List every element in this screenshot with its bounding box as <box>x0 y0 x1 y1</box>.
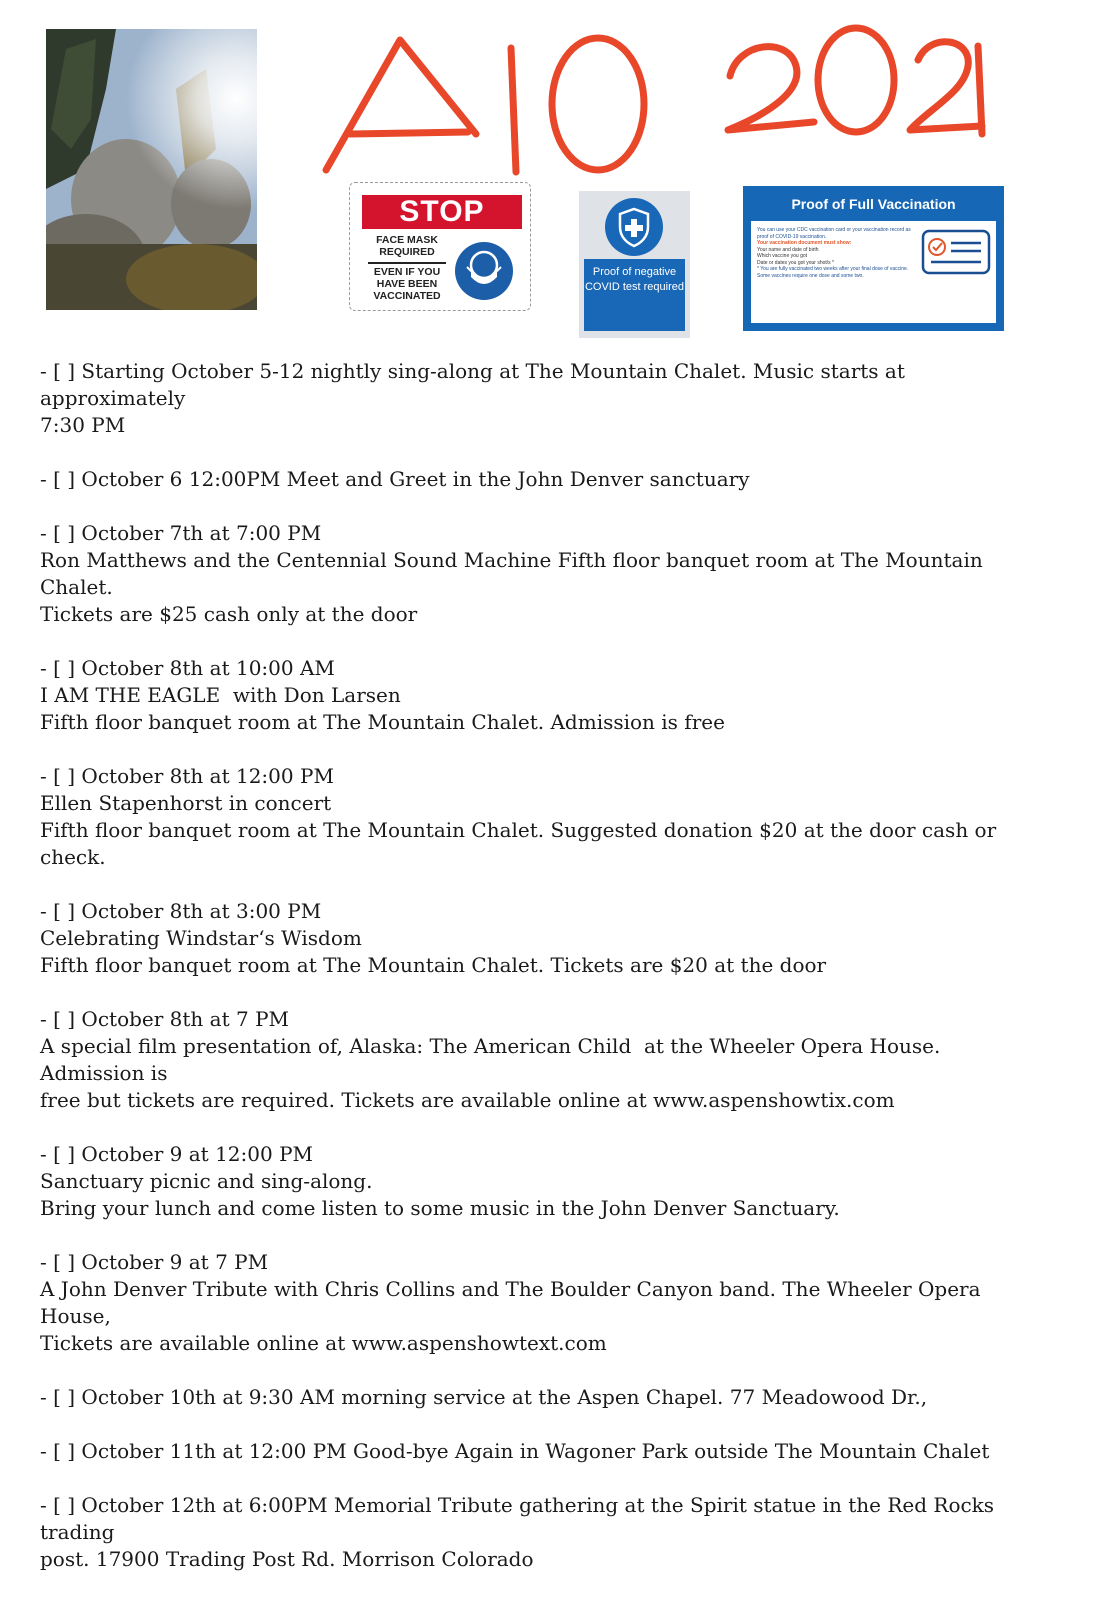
event-line: - [ ] October 8th at 7 PM <box>40 1007 290 1031</box>
vaccination-item: Which vaccine you got <box>757 253 808 259</box>
event-line: Fifth floor banquet room at The Mountain Chalet. Admission is free <box>40 710 725 734</box>
mask-required-text: FACE MASK REQUIRED <box>376 234 438 258</box>
vaccination-item: Your name and date of birth <box>757 246 819 253</box>
event-line: Fifth floor banquet room at The Mountain Chalet. Suggested donation $20 at the door cash or check. <box>40 818 1003 869</box>
event-line: Tickets are available online at www.aspenshowtext.com <box>40 1331 607 1355</box>
event-line: free but tickets are required. Tickets are available online at www.aspenshowtix.com <box>40 1088 895 1112</box>
event-item <box>40 1438 1040 1465</box>
handwritten-title <box>318 22 998 182</box>
event-item <box>40 1006 1040 1114</box>
event-line: A John Denver Tribute with Chris Collins and The Boulder Canyon band. The Wheeler Opera House, <box>40 1277 987 1328</box>
event-line: post. 17900 Trading Post Rd. Morrison Colorado <box>40 1547 534 1571</box>
event-item <box>40 1249 1040 1357</box>
event-item <box>40 1384 1040 1411</box>
event-line: Ellen Stapenhorst in concert <box>40 791 332 815</box>
event-line: - [ ] October 11th at 12:00 PM Good-bye Again in Wagoner Park outside The Mountain Chalet <box>40 1439 990 1463</box>
face-mask-icon <box>454 241 514 301</box>
event-line: Sanctuary picnic and sing-along. <box>40 1169 373 1193</box>
vaccination-item: Date or dates you got your shot/s * <box>757 259 834 266</box>
event-item <box>40 763 1040 871</box>
event-line: - [ ] October 8th at 12:00 PM <box>40 764 334 788</box>
event-line: - [ ] October 9 at 12:00 PM <box>40 1142 313 1166</box>
sanctuary-photo-art <box>46 29 257 310</box>
title-lettering <box>318 22 998 182</box>
event-line: - [ ] October 8th at 10:00 AM <box>40 656 335 680</box>
vaccination-must-show: Your vaccination document must show: <box>757 240 852 246</box>
negative-covid-test-sign <box>579 191 690 338</box>
event-line: Fifth floor banquet room at The Mountain Chalet. Tickets are $20 at the door <box>40 953 827 977</box>
event-item <box>40 1492 1040 1573</box>
shield-cross-icon <box>604 197 664 257</box>
stop-banner: STOP <box>362 195 522 229</box>
event-item <box>40 898 1040 979</box>
event-line: Celebrating Windstar‘s Wisdom <box>40 926 362 950</box>
event-line: - [ ] Starting October 5-12 nightly sing-along at The Mountain Chalet. Music starts at approximately <box>40 359 912 410</box>
event-line: - [ ] October 9 at 7 PM <box>40 1250 269 1274</box>
vaccination-card-icon <box>921 229 991 275</box>
vaccination-intro: You can use your CDC vaccination card or your vaccination record as proof of COVID-19 vaccination. <box>757 227 911 240</box>
event-schedule <box>40 358 1040 1600</box>
event-item <box>40 520 1040 628</box>
event-line: - [ ] October 12th at 6:00PM Memorial Tribute gathering at the Spirit statue in the Red Rocks trading <box>40 1493 1001 1544</box>
event-line: Bring your lunch and come listen to some music in the John Denver Sanctuary. <box>40 1196 840 1220</box>
event-line: I AM THE EAGLE with Don Larsen <box>40 683 401 707</box>
event-line: Ron Matthews and the Centennial Sound Machine Fifth floor banquet room at The Mountain Chalet. <box>40 548 990 599</box>
event-item <box>40 1141 1040 1222</box>
event-line: - [ ] October 8th at 3:00 PM <box>40 899 322 923</box>
event-item <box>40 655 1040 736</box>
vaccination-note: * You are fully vaccinated two weeks after your final dose of vaccine. Some vaccines require one dose and some two. <box>757 266 909 279</box>
vaccination-body <box>751 221 996 323</box>
event-line: - [ ] October 6 12:00PM Meet and Greet in the John Denver sanctuary <box>40 467 750 491</box>
face-mask-stop-sign <box>349 182 531 311</box>
event-line: A special film presentation of, Alaska: The American Child at the Wheeler Opera House. Admission is <box>40 1034 947 1085</box>
event-line: Tickets are $25 cash only at the door <box>40 602 418 626</box>
event-line: 7:30 PM <box>40 413 126 437</box>
vaccination-details <box>757 227 917 279</box>
stop-divider <box>368 262 446 264</box>
event-line: - [ ] October 10th at 9:30 AM morning service at the Aspen Chapel. 77 Meadowood Dr., <box>40 1385 928 1409</box>
event-item <box>40 358 1040 439</box>
vaccinated-text: EVEN IF YOU HAVE BEEN VACCINATED <box>373 266 441 302</box>
event-item <box>40 466 1040 493</box>
vaccination-title: Proof of Full Vaccination <box>791 196 956 212</box>
covid-test-text: Proof of negative COVID test required <box>584 266 685 293</box>
event-line: - [ ] October 7th at 7:00 PM <box>40 521 322 545</box>
sanctuary-photo <box>46 29 257 310</box>
proof-of-vaccination-card <box>743 186 1004 331</box>
